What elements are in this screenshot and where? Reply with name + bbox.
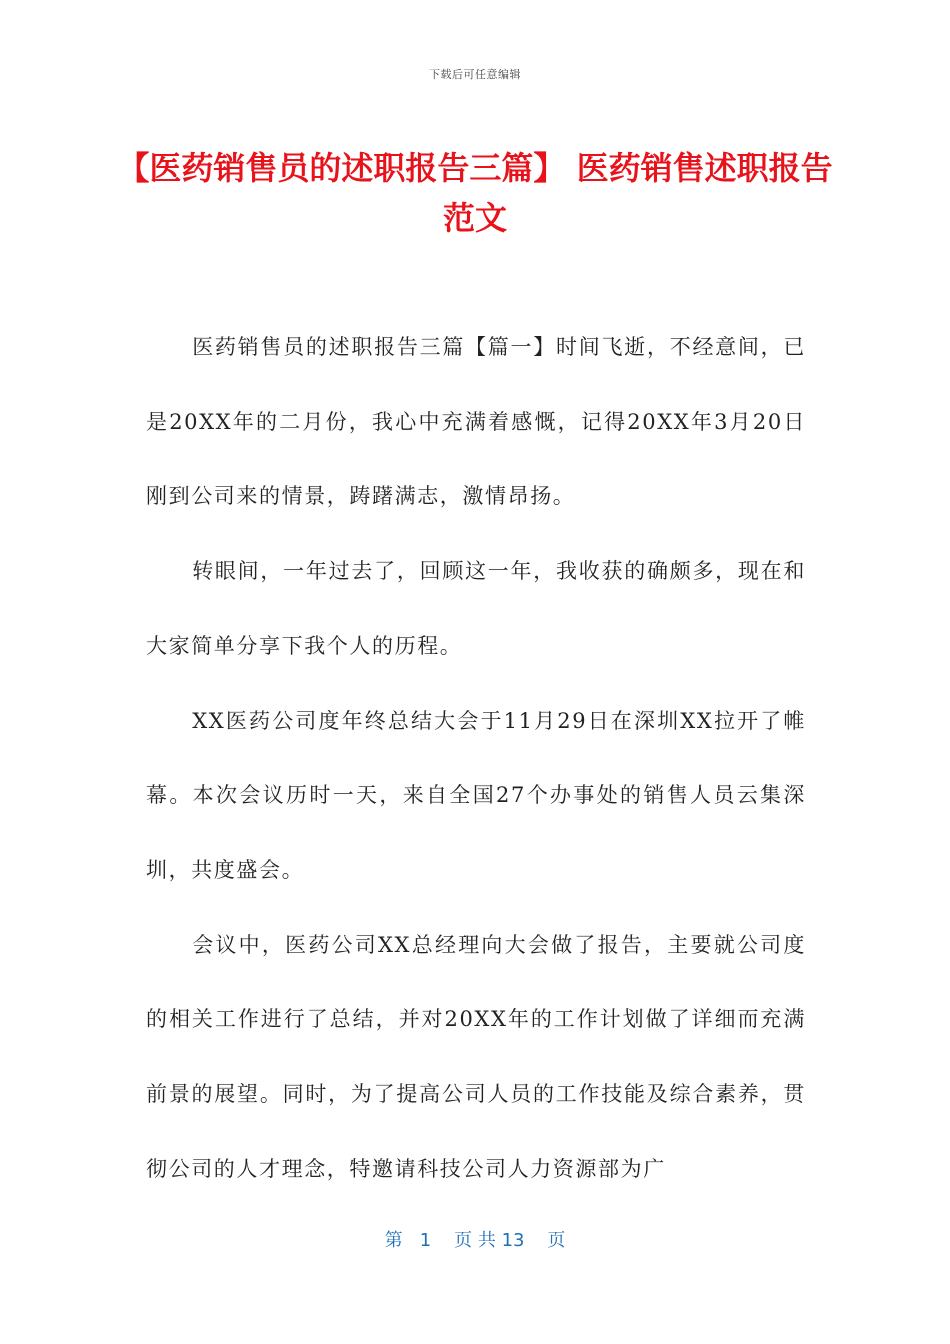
page-suffix: 页: [547, 1230, 566, 1251]
document-title: 【医药销售员的述职报告三篇】 医药销售述职报告范文: [117, 149, 833, 237]
page-mid-text: 页 共: [454, 1230, 496, 1251]
header-note: 下载后可任意编辑: [429, 68, 521, 81]
paragraph: 医药销售员的述职报告三篇【篇一】时间飞逝，不经意间，已是20XX年的二月份，我心中充满着感慨，记得20XX年3月20日刚到公司来的情景，踌躇满志，激情昂扬。: [146, 335, 806, 509]
page-prefix: 第: [384, 1230, 403, 1251]
total-pages-number: 13: [501, 1230, 525, 1251]
paragraph: 会议中，医药公司XX总经理向大会做了报告，主要就公司度的相关工作进行了总结，并对20XX年的工作计划做了详细而充满前景的展望。同时，为了提高公司人员的工作技能及综合素养，贯彻公司的人才理念，特邀请科技公司人力资源部为广: [146, 932, 806, 1181]
current-page-number: 1: [419, 1230, 432, 1251]
paragraph: 转眼间，一年过去了，回顾这一年，我收获的确颇多，现在和大家简单分享下我个人的历程。: [146, 559, 806, 658]
page-number-footer: [0, 1226, 950, 1252]
document-body: [146, 310, 806, 1206]
paragraph: XX医药公司度年终总结大会于11月29日在深圳XX拉开了帷幕。本次会议历时一天，来自全国27个办事处的销售人员云集深圳，共度盛会。: [146, 708, 806, 882]
